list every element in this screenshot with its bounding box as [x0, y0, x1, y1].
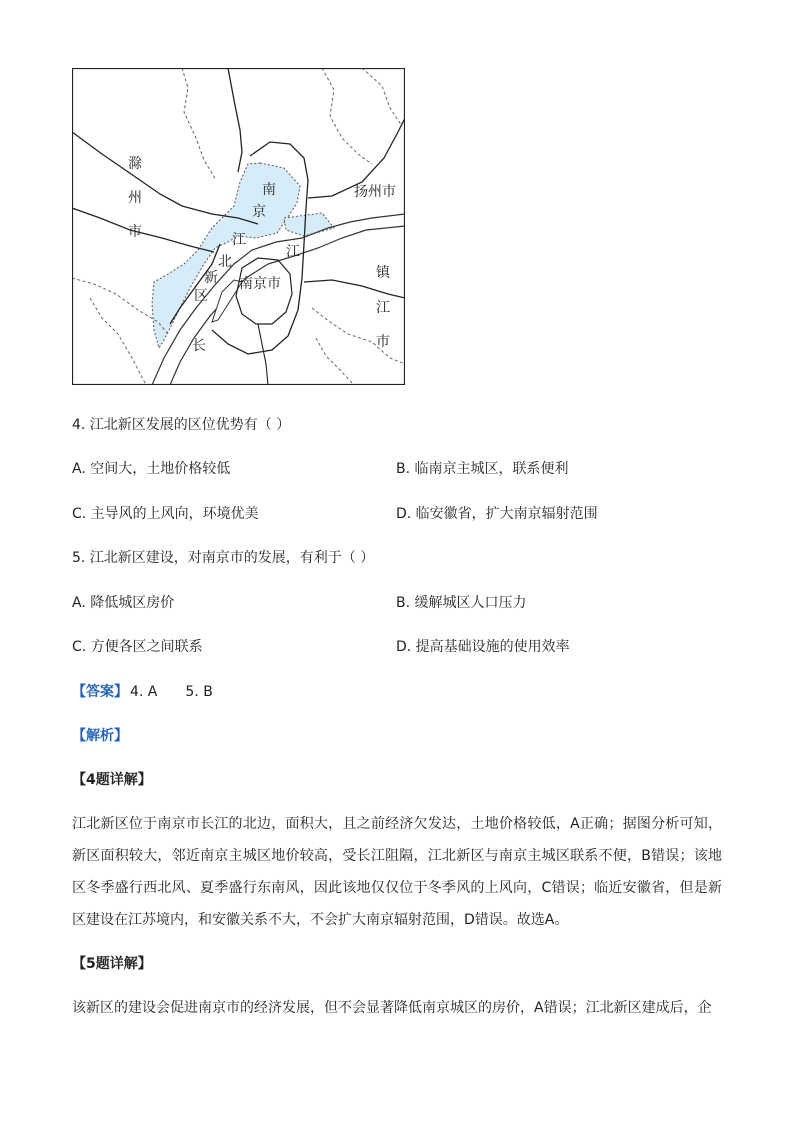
q5-option-d: D. 提高基础设施的使用效率: [396, 639, 570, 655]
analysis-label: 【解析】: [72, 728, 128, 744]
label-jiang: 江: [376, 300, 390, 316]
label-zhenjiang-shi: 市: [376, 334, 390, 350]
north-boundary: [228, 68, 242, 172]
q5-option-a: A. 降低城区房价: [72, 595, 175, 611]
q4-stem: 4. 江北新区发展的区位优势有（ ）: [72, 417, 291, 433]
label-zhen: 镇: [376, 265, 390, 281]
yangtze-river-north-bank: [152, 214, 405, 385]
label-river-jiang-1: 江: [232, 232, 246, 248]
q5-option-c: C. 方便各区之间联系: [72, 639, 203, 655]
label-shi: 市: [128, 224, 142, 240]
answer-4: 4. A: [130, 684, 158, 700]
label-chang: 长: [192, 338, 206, 354]
label-yangzhou: 扬州市: [354, 184, 396, 200]
label-qu: 区: [194, 288, 208, 304]
label-nanjing-city: 南京市: [239, 276, 281, 292]
label-jing: 京: [252, 204, 266, 220]
answer-label: 【答案】: [72, 684, 128, 700]
nanjing-south-area: [284, 213, 334, 236]
detail4-paragraph: 江北新区位于南京市长江的北边，面积大，且之前经济欠发达，土地价格较低，A正确；据图分析可知，新区面积较大，邻近南京主城区地价较高，受长江阻隔，江北新区与南京主城区联系不便，B错误；该地区冬季盛行西北风、夏季盛行东南风，因此该地仅仅位于冬季风的上风向，C错误；临近安徽省，但是新区建设在江苏境内，和安徽关系不大，不会扩大南京辐射范围，D错误。故选A。: [72, 816, 722, 928]
zhenjiang-boundary: [304, 280, 405, 298]
answer-line: [72, 681, 213, 701]
detail5-paragraph: 该新区的建设会促进南京市的经济发展，但不会显著降低南京城区的房价，A错误；江北新区建成后，企: [72, 1000, 712, 1016]
analysis-heading: [72, 725, 128, 745]
label-bei: 北: [218, 254, 232, 270]
q5-option-b: B. 缓解城区人口压力: [396, 595, 527, 611]
inner-road: [258, 324, 268, 385]
q4-option-a: A. 空间大，土地价格较低: [72, 461, 231, 477]
label-nan: 南: [262, 182, 276, 198]
detail5-heading: 【5题详解】: [72, 956, 152, 972]
label-xin: 新: [204, 270, 218, 286]
answer-5: 5. B: [185, 684, 213, 700]
label-zhou: 州: [128, 190, 142, 206]
detail4-heading: 【4题详解】: [72, 772, 152, 788]
label-river-jiang-2: 江: [286, 244, 300, 260]
q4-option-b: B. 临南京主城区，联系便利: [396, 461, 569, 477]
nanjing-map: [72, 68, 405, 385]
map-figure: [72, 68, 405, 385]
q5-stem: 5. 江北新区建设，对南京市的发展，有利于（ ）: [72, 550, 375, 566]
q4-option-c: C. 主导风的上风向，环境优美: [72, 506, 259, 522]
label-chu: 滁: [128, 156, 142, 172]
q4-option-d: D. 临安徽省，扩大南京辐射范围: [396, 506, 598, 522]
chuzhou-south-boundary: [72, 208, 214, 252]
